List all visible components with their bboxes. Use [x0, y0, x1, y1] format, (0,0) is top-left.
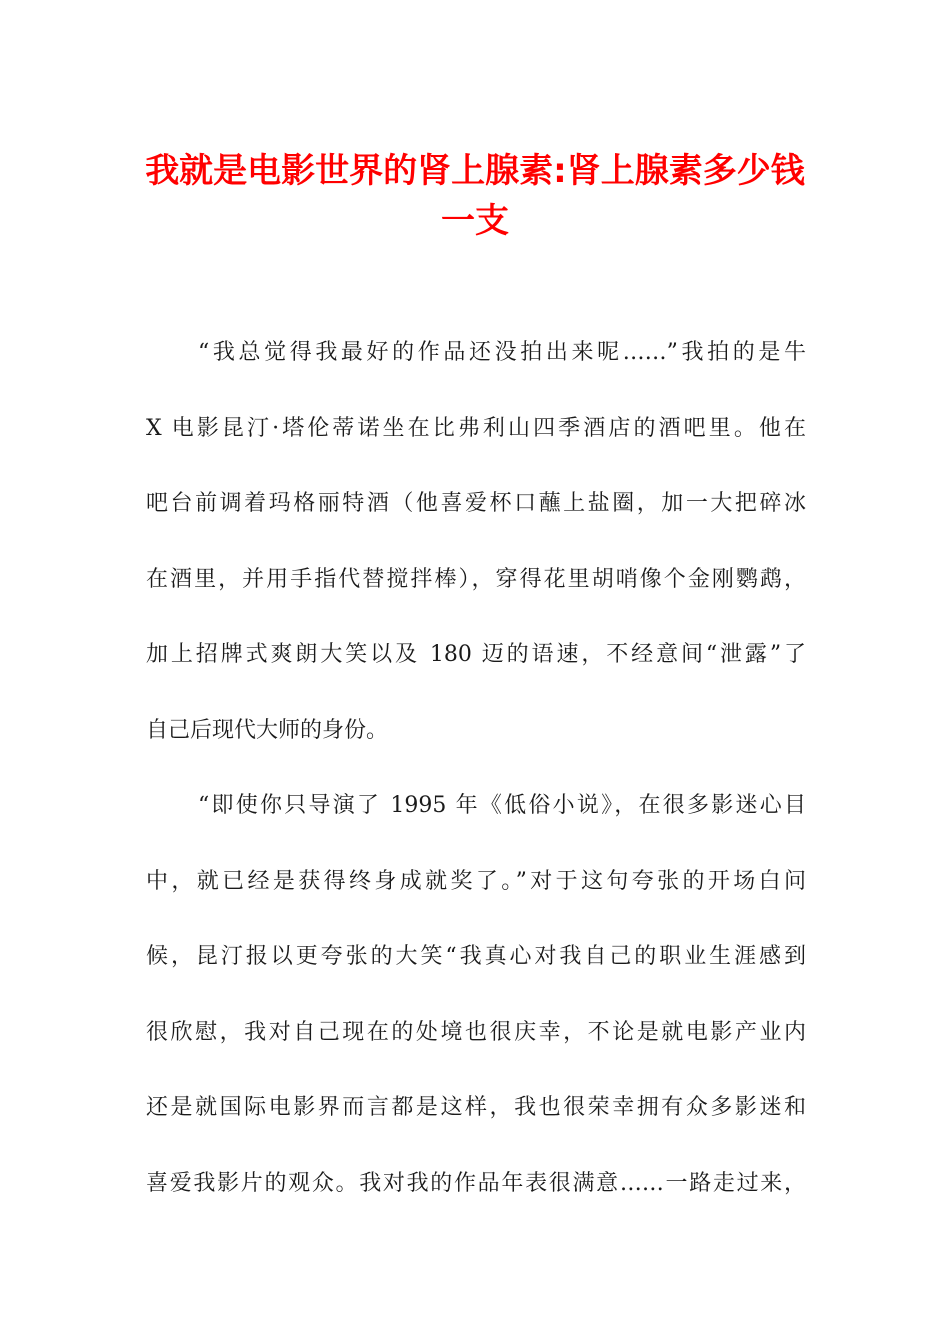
- text-line: 加上招牌式爽朗大笑以及 180 迈的语速，不经意间“泄露”了: [146, 642, 806, 667]
- title-line: 一支: [441, 201, 509, 241]
- paragraph-1: [146, 325, 806, 778]
- text-line: 吧台前调着玛格丽特酒（他喜爱杯口蘸上盐圈，加一大把碎冰: [146, 491, 806, 516]
- text-line: 喜爱我影片的观众。我对我的作品年表很满意……一路走过来，: [146, 1170, 806, 1196]
- paragraph-2: [146, 778, 806, 1231]
- text-line: “即使你只导演了 1995 年《低俗小说》，在很多影迷心目: [198, 793, 806, 818]
- text-line: 自己后现代大师的身份。: [146, 717, 389, 743]
- article-body: [146, 325, 806, 1231]
- text-line: 很欣慰，我对自己现在的处境也很庆幸，不论是就电影产业内: [146, 1019, 806, 1045]
- text-line: “我总觉得我最好的作品还没拍出来呢……”我拍的是牛: [198, 340, 806, 365]
- document-title: [120, 146, 830, 246]
- text-line: 在酒里，并用手指代替搅拌棒），穿得花里胡哨像个金刚鹦鹉，: [146, 566, 806, 592]
- text-line: 中，就已经是获得终身成就奖了。”对于这句夸张的开场白问: [146, 868, 806, 894]
- text-line: 候，昆汀报以更夸张的大笑“我真心对我自己的职业生涯感到: [146, 944, 806, 969]
- text-line: 还是就国际电影界而言都是这样，我也很荣幸拥有众多影迷和: [146, 1095, 806, 1120]
- text-line: X 电影昆汀·塔伦蒂诺坐在比弗利山四季酒店的酒吧里。他在: [146, 415, 806, 441]
- title-line: 我就是电影世界的肾上腺素:肾上腺素多少钱: [145, 151, 805, 191]
